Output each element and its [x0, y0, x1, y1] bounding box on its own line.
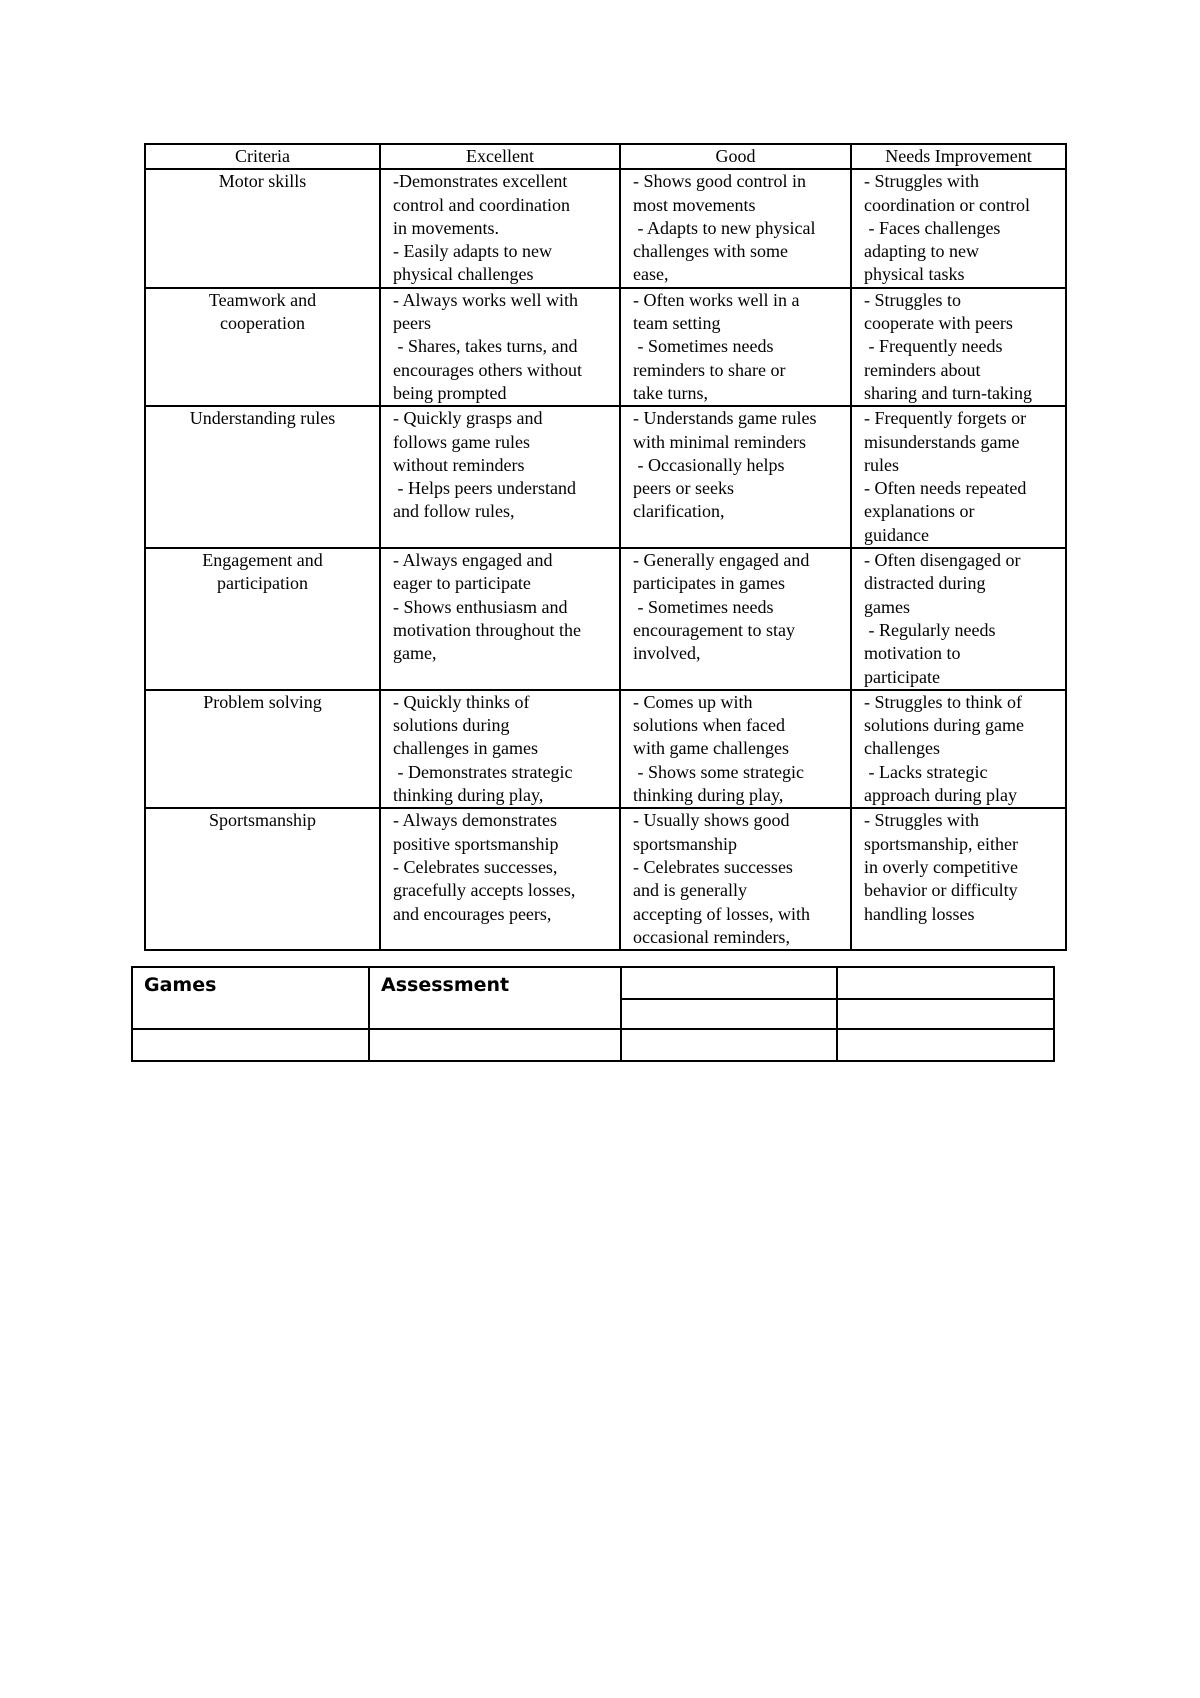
cell-text-line: take turns, [633, 382, 708, 403]
cell-text-line: - Understands game rules [633, 408, 817, 429]
criteria-cell [145, 288, 380, 406]
cell-text-line: - Faces challenges [864, 217, 1001, 238]
cell-text-line: misunderstands game [864, 431, 1020, 452]
good-cell [620, 288, 851, 406]
cell-text-line: - Shows good control in [633, 171, 806, 192]
cell-text-line: - Demonstrates strategic [393, 761, 573, 782]
cell-text-line: guidance [864, 524, 929, 545]
cell-text-line: - Often works well in a [633, 289, 800, 310]
cell-text-line: positive sportsmanship [393, 833, 559, 854]
excellent-cell [380, 169, 620, 287]
good-cell [620, 690, 851, 808]
empty-cell[interactable] [837, 967, 1054, 999]
cell-text-line: sharing and turn-taking [864, 382, 1032, 403]
cell-text-line: thinking during play, [633, 785, 784, 806]
needs-improvement-cell [851, 690, 1066, 808]
cell-text-line: - Lacks strategic [864, 761, 988, 782]
empty-cell[interactable] [837, 999, 1054, 1029]
cell-text-line: - Adapts to new physical [633, 217, 816, 238]
rubric-table [144, 143, 1067, 951]
empty-cell[interactable] [132, 1029, 369, 1061]
empty-cell[interactable] [621, 967, 837, 999]
cell-text-line: - Frequently forgets or [864, 408, 1027, 429]
cell-text-line: Engagement and [202, 550, 323, 571]
cell-text-line: solutions during game [864, 715, 1024, 736]
cell-text-line: - Quickly grasps and [393, 408, 543, 429]
cell-text-line: handling losses [864, 903, 975, 924]
cell-text-line: follows game rules [393, 431, 530, 452]
cell-text-line: - Always engaged and [393, 550, 553, 571]
cell-text-line: being prompted [393, 382, 507, 403]
excellent-cell [380, 690, 620, 808]
rubric-row [145, 288, 1066, 406]
cell-text-line: - Often needs repeated [864, 478, 1027, 499]
cell-text-line: cooperate with peers [864, 313, 1013, 334]
cell-text-line: - Regularly needs [864, 619, 996, 640]
cell-text-line: behavior or difficulty [864, 880, 1018, 901]
rubric-row [145, 406, 1066, 548]
cell-text-line: and encourages peers, [393, 903, 552, 924]
cell-text-line: with game challenges [633, 738, 789, 759]
criteria-cell [145, 808, 380, 950]
rubric-row [145, 169, 1066, 287]
cell-text-line: rules [864, 454, 899, 475]
cell-text-line: - Always demonstrates [393, 810, 557, 831]
needs-improvement-cell [851, 548, 1066, 690]
good-cell [620, 406, 851, 548]
rubric-row [145, 808, 1066, 950]
cell-text-line: reminders to share or [633, 359, 786, 380]
cell-text-line: approach during play [864, 785, 1017, 806]
cell-text-line: sportsmanship, either [864, 833, 1018, 854]
rubric-header-row [145, 144, 1066, 169]
cell-text-line: - Struggles to think of [864, 691, 1022, 712]
cell-text-line: with minimal reminders [633, 431, 806, 452]
cell-text-line: - Usually shows good [633, 810, 790, 831]
header-criteria: Criteria [145, 144, 380, 169]
header-needs-improvement: Needs Improvement [851, 144, 1066, 169]
criteria-cell [145, 406, 380, 548]
cell-text-line: - Struggles with [864, 171, 979, 192]
cell-text-line: participation [217, 573, 308, 594]
cell-text-line: cooperation [220, 313, 305, 334]
cell-text-line: sportsmanship [633, 833, 738, 854]
cell-text-line: in overly competitive [864, 856, 1018, 877]
needs-improvement-cell [851, 808, 1066, 950]
excellent-cell [380, 808, 620, 950]
cell-text-line: team setting [633, 313, 721, 334]
cell-text-line: reminders about [864, 359, 981, 380]
cell-text-line: solutions during [393, 715, 510, 736]
cell-text-line: - Generally engaged and [633, 550, 810, 571]
cell-text-line: most movements [633, 194, 756, 215]
good-cell [620, 548, 851, 690]
cell-text-line: distracted during [864, 573, 986, 594]
empty-cell[interactable] [621, 999, 837, 1029]
cell-text-line: Sportsmanship [208, 810, 316, 831]
cell-text-line: solutions when faced [633, 715, 785, 736]
cell-text-line: without reminders [393, 454, 525, 475]
cell-text-line: eager to participate [393, 573, 531, 594]
needs-improvement-cell [851, 406, 1066, 548]
rubric-row [145, 690, 1066, 808]
header-good: Good [620, 144, 851, 169]
cell-text-line: coordination or control [864, 194, 1030, 215]
cell-text-line: - Celebrates successes, [393, 856, 558, 877]
excellent-cell [380, 406, 620, 548]
cell-text-line: ease, [633, 264, 669, 285]
empty-cell[interactable] [621, 1029, 837, 1061]
needs-improvement-cell [851, 288, 1066, 406]
games-header: Games [132, 967, 369, 1029]
cell-text-line: - Struggles to [864, 289, 961, 310]
cell-text-line: - Sometimes needs [633, 336, 774, 357]
cell-text-line: Teamwork and [208, 289, 317, 310]
cell-text-line: - Easily adapts to new [393, 241, 552, 262]
needs-improvement-cell [851, 169, 1066, 287]
cell-text-line: peers or seeks [633, 478, 734, 499]
cell-text-line: - Frequently needs [864, 336, 1003, 357]
cell-text-line: physical tasks [864, 264, 965, 285]
cell-text-line: thinking during play, [393, 785, 544, 806]
cell-text-line: - Occasionally helps [633, 454, 785, 475]
cell-text-line: and follow rules, [393, 501, 515, 522]
cell-text-line: - Sometimes needs [633, 596, 774, 617]
cell-text-line: challenges [864, 738, 940, 759]
cell-text-line: - Shows enthusiasm and [393, 596, 568, 617]
cell-text-line: and is generally [633, 880, 747, 901]
cell-text-line: peers [393, 313, 431, 334]
cell-text-line: accepting of losses, with [633, 903, 810, 924]
cell-text-line: - Always works well with [393, 289, 578, 310]
cell-text-line: - Often disengaged or [864, 550, 1021, 571]
cell-text-line: adapting to new [864, 241, 979, 262]
cell-text-line: explanations or [864, 501, 975, 522]
rubric-body [145, 169, 1066, 950]
cell-text-line: games [864, 596, 910, 617]
cell-text-line: involved, [633, 643, 701, 664]
cell-text-line: Understanding rules [189, 408, 336, 429]
cell-text-line: in movements. [393, 217, 499, 238]
rubric-row [145, 548, 1066, 690]
cell-text-line: game, [393, 643, 437, 664]
cell-text-line: motivation throughout the [393, 619, 581, 640]
cell-text-line: - Struggles with [864, 810, 979, 831]
cell-text-line: participates in games [633, 573, 785, 594]
good-cell [620, 169, 851, 287]
cell-text-line: clarification, [633, 501, 725, 522]
cell-text-line: - Helps peers understand [393, 478, 576, 499]
criteria-cell [145, 690, 380, 808]
assessment-table [131, 966, 1055, 1062]
assessment-row [132, 967, 1054, 999]
cell-text-line: -Demonstrates excellent [393, 171, 568, 192]
cell-text-line: Motor skills [218, 171, 307, 192]
cell-text-line: occasional reminders, [633, 926, 790, 947]
criteria-cell [145, 169, 380, 287]
good-cell [620, 808, 851, 950]
criteria-cell [145, 548, 380, 690]
cell-text-line: Problem solving [203, 691, 322, 712]
cell-text-line: - Celebrates successes [633, 856, 793, 877]
excellent-cell [380, 548, 620, 690]
cell-text-line: motivation to [864, 643, 961, 664]
cell-text-line: encouragement to stay [633, 619, 795, 640]
cell-text-line: participate [864, 666, 940, 687]
cell-text-line: challenges with some [633, 241, 788, 262]
cell-text-line: physical challenges [393, 264, 534, 285]
cell-text-line: - Shows some strategic [633, 761, 804, 782]
assessment-row [132, 1029, 1054, 1061]
cell-text-line: encourages others without [393, 359, 582, 380]
cell-text-line: - Shares, takes turns, and [393, 336, 578, 357]
empty-cell[interactable] [369, 1029, 621, 1061]
header-excellent: Excellent [380, 144, 620, 169]
cell-text-line: gracefully accepts losses, [393, 880, 576, 901]
cell-text-line: - Quickly thinks of [393, 691, 530, 712]
cell-text-line: challenges in games [393, 738, 538, 759]
assessment-header: Assessment [369, 967, 621, 1029]
cell-text-line: - Comes up with [633, 691, 753, 712]
empty-cell[interactable] [837, 1029, 1054, 1061]
excellent-cell [380, 288, 620, 406]
cell-text-line: control and coordination [393, 194, 570, 215]
